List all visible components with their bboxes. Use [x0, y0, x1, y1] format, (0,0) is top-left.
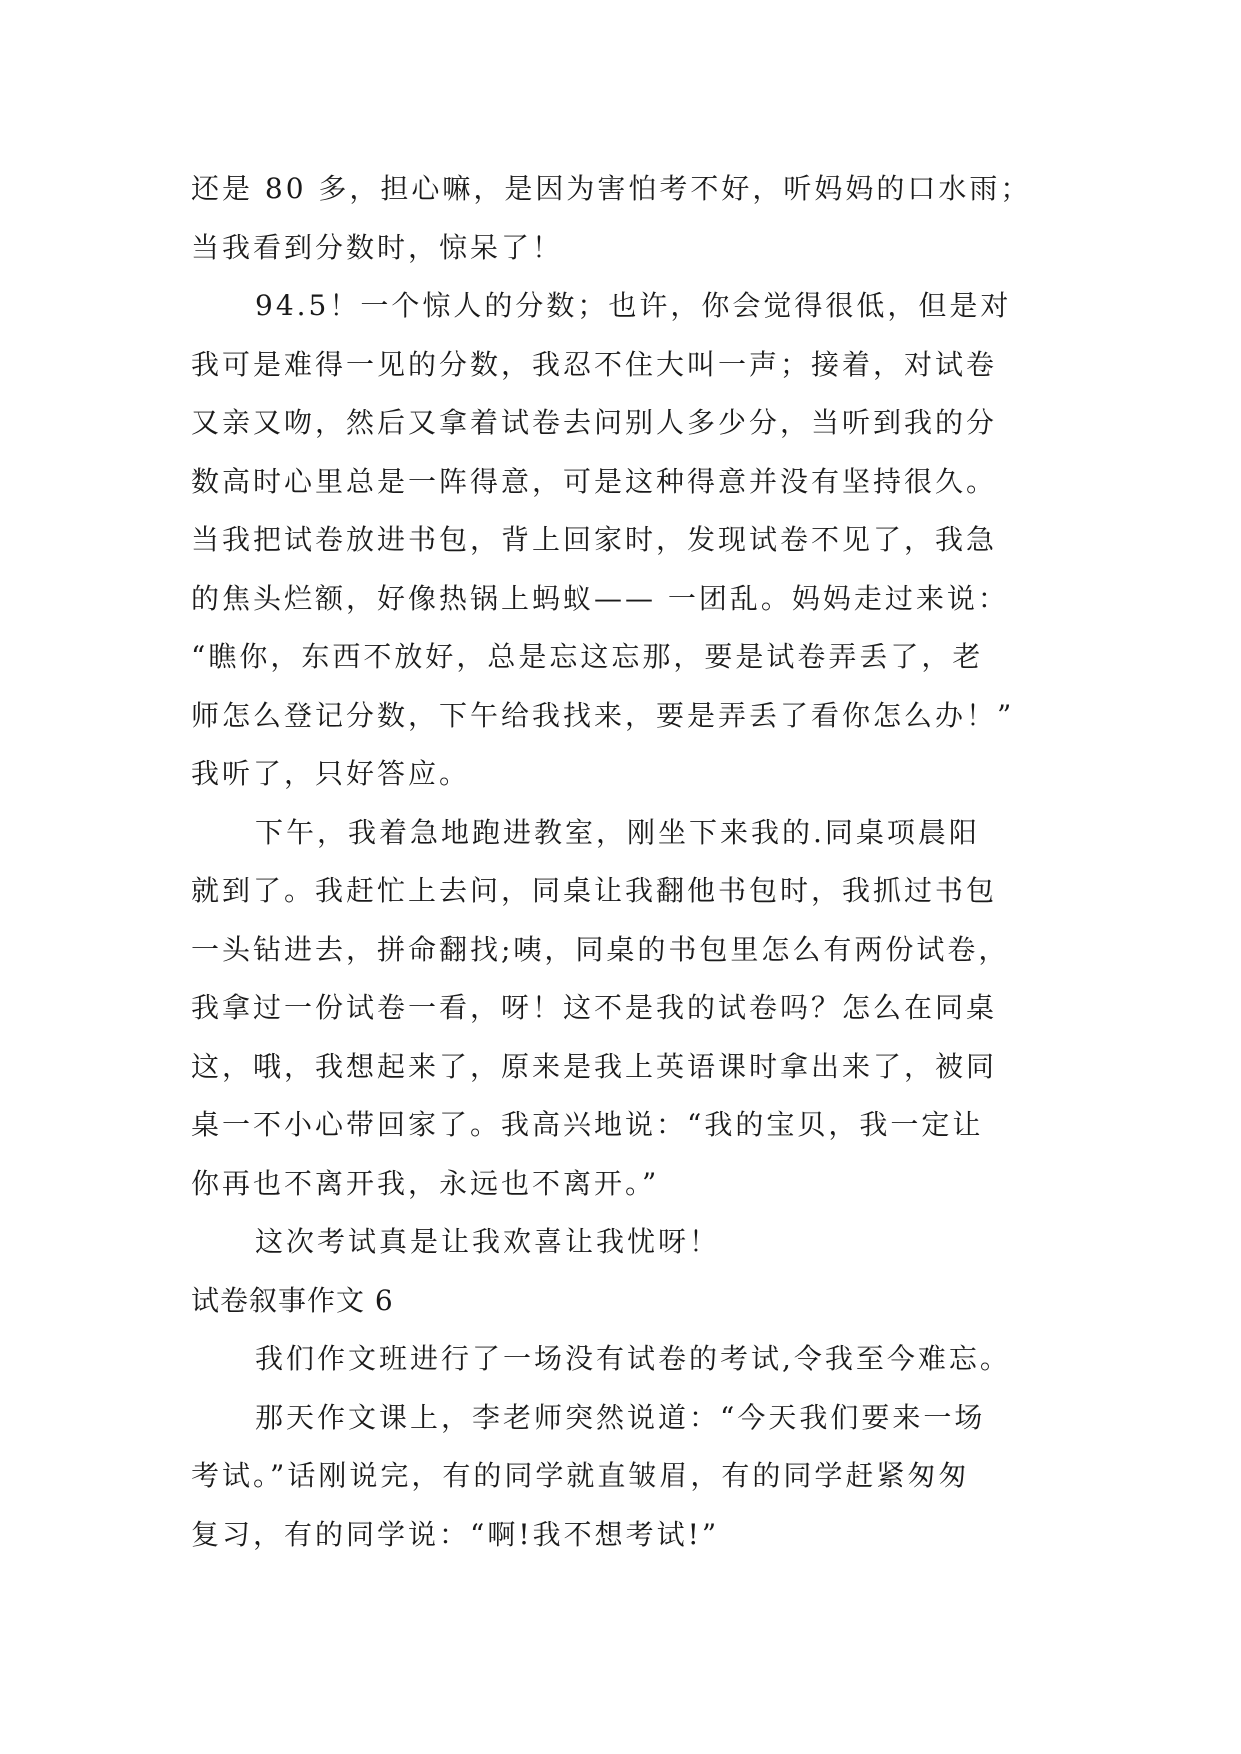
text-line: 数高时心里总是一阵得意，可是这种得意并没有坚持很久。 — [191, 464, 998, 498]
text-line: 还是 80 多，担心嘛，是因为害怕考不好，听妈妈的口水雨； — [191, 172, 1032, 205]
text-line: 的焦头烂额，好像热锅上蚂蚁—— 一团乱。妈妈走过来说： — [191, 581, 1009, 615]
text-line: 当我看到分数时，惊呆了！ — [191, 230, 564, 264]
text-line: 一头钻进去，拼命翻找;咦，同桌的书包里怎么有两份试卷， — [191, 932, 1010, 966]
paragraph-start-line: 这次考试真是让我欢喜让我忧呀！ — [255, 1225, 721, 1258]
text-line: 这，哦，我想起来了，原来是我上英语课时拿出来了，被同 — [191, 1049, 998, 1083]
paragraph-start-line: 那天作文课上，李老师突然说道：“今天我们要来一场 — [255, 1400, 986, 1434]
text-line: 你再也不离开我，永远也不离开。” — [191, 1166, 660, 1200]
text-line: 桌一不小心带回家了。我高兴地说：“我的宝贝，我一定让 — [191, 1108, 984, 1141]
text-line: 我拿过一份试卷一看，呀！这不是我的试卷吗？怎么在同桌 — [191, 991, 998, 1024]
document-body — [191, 160, 1051, 1564]
paragraph-start-line: 94.5！一个惊人的分数；也许，你会觉得很低，但是对 — [255, 289, 1012, 322]
text-line: 我听了，只好答应。 — [191, 757, 471, 790]
text-line: 当我把试卷放进书包，背上回家时，发现试卷不见了，我急 — [191, 523, 998, 556]
text-line: “瞧你，东西不放好，总是忘这忘那，要是试卷弄丢了，老 — [191, 640, 984, 673]
paragraph-start-line: 下午，我着急地跑进教室，刚坐下来我的.同桌项晨阳 — [255, 815, 980, 849]
text-line: 师怎么登记分数，下午给我找来，要是弄丢了看你怎么办！” — [191, 698, 1015, 732]
text-line: 又亲又吻，然后又拿着试卷去问别人多少分，当听到我的分 — [191, 406, 998, 439]
text-line: 复习，有的同学说：“啊!我不想考试!” — [191, 1517, 720, 1551]
section-heading: 试卷叙事作文 6 — [191, 1283, 394, 1317]
text-line: 我可是难得一见的分数，我忍不住大叫一声；接着，对试卷 — [191, 347, 998, 381]
paragraph-start-line: 我们作文班进行了一场没有试卷的考试,令我至今难忘。 — [255, 1342, 1011, 1375]
text-line: 就到了。我赶忙上去问，同桌让我翻他书包时，我抓过书包 — [191, 874, 998, 907]
text-line: 考试。”话刚说完，有的同学就直皱眉，有的同学赶紧匆匆 — [191, 1459, 970, 1492]
